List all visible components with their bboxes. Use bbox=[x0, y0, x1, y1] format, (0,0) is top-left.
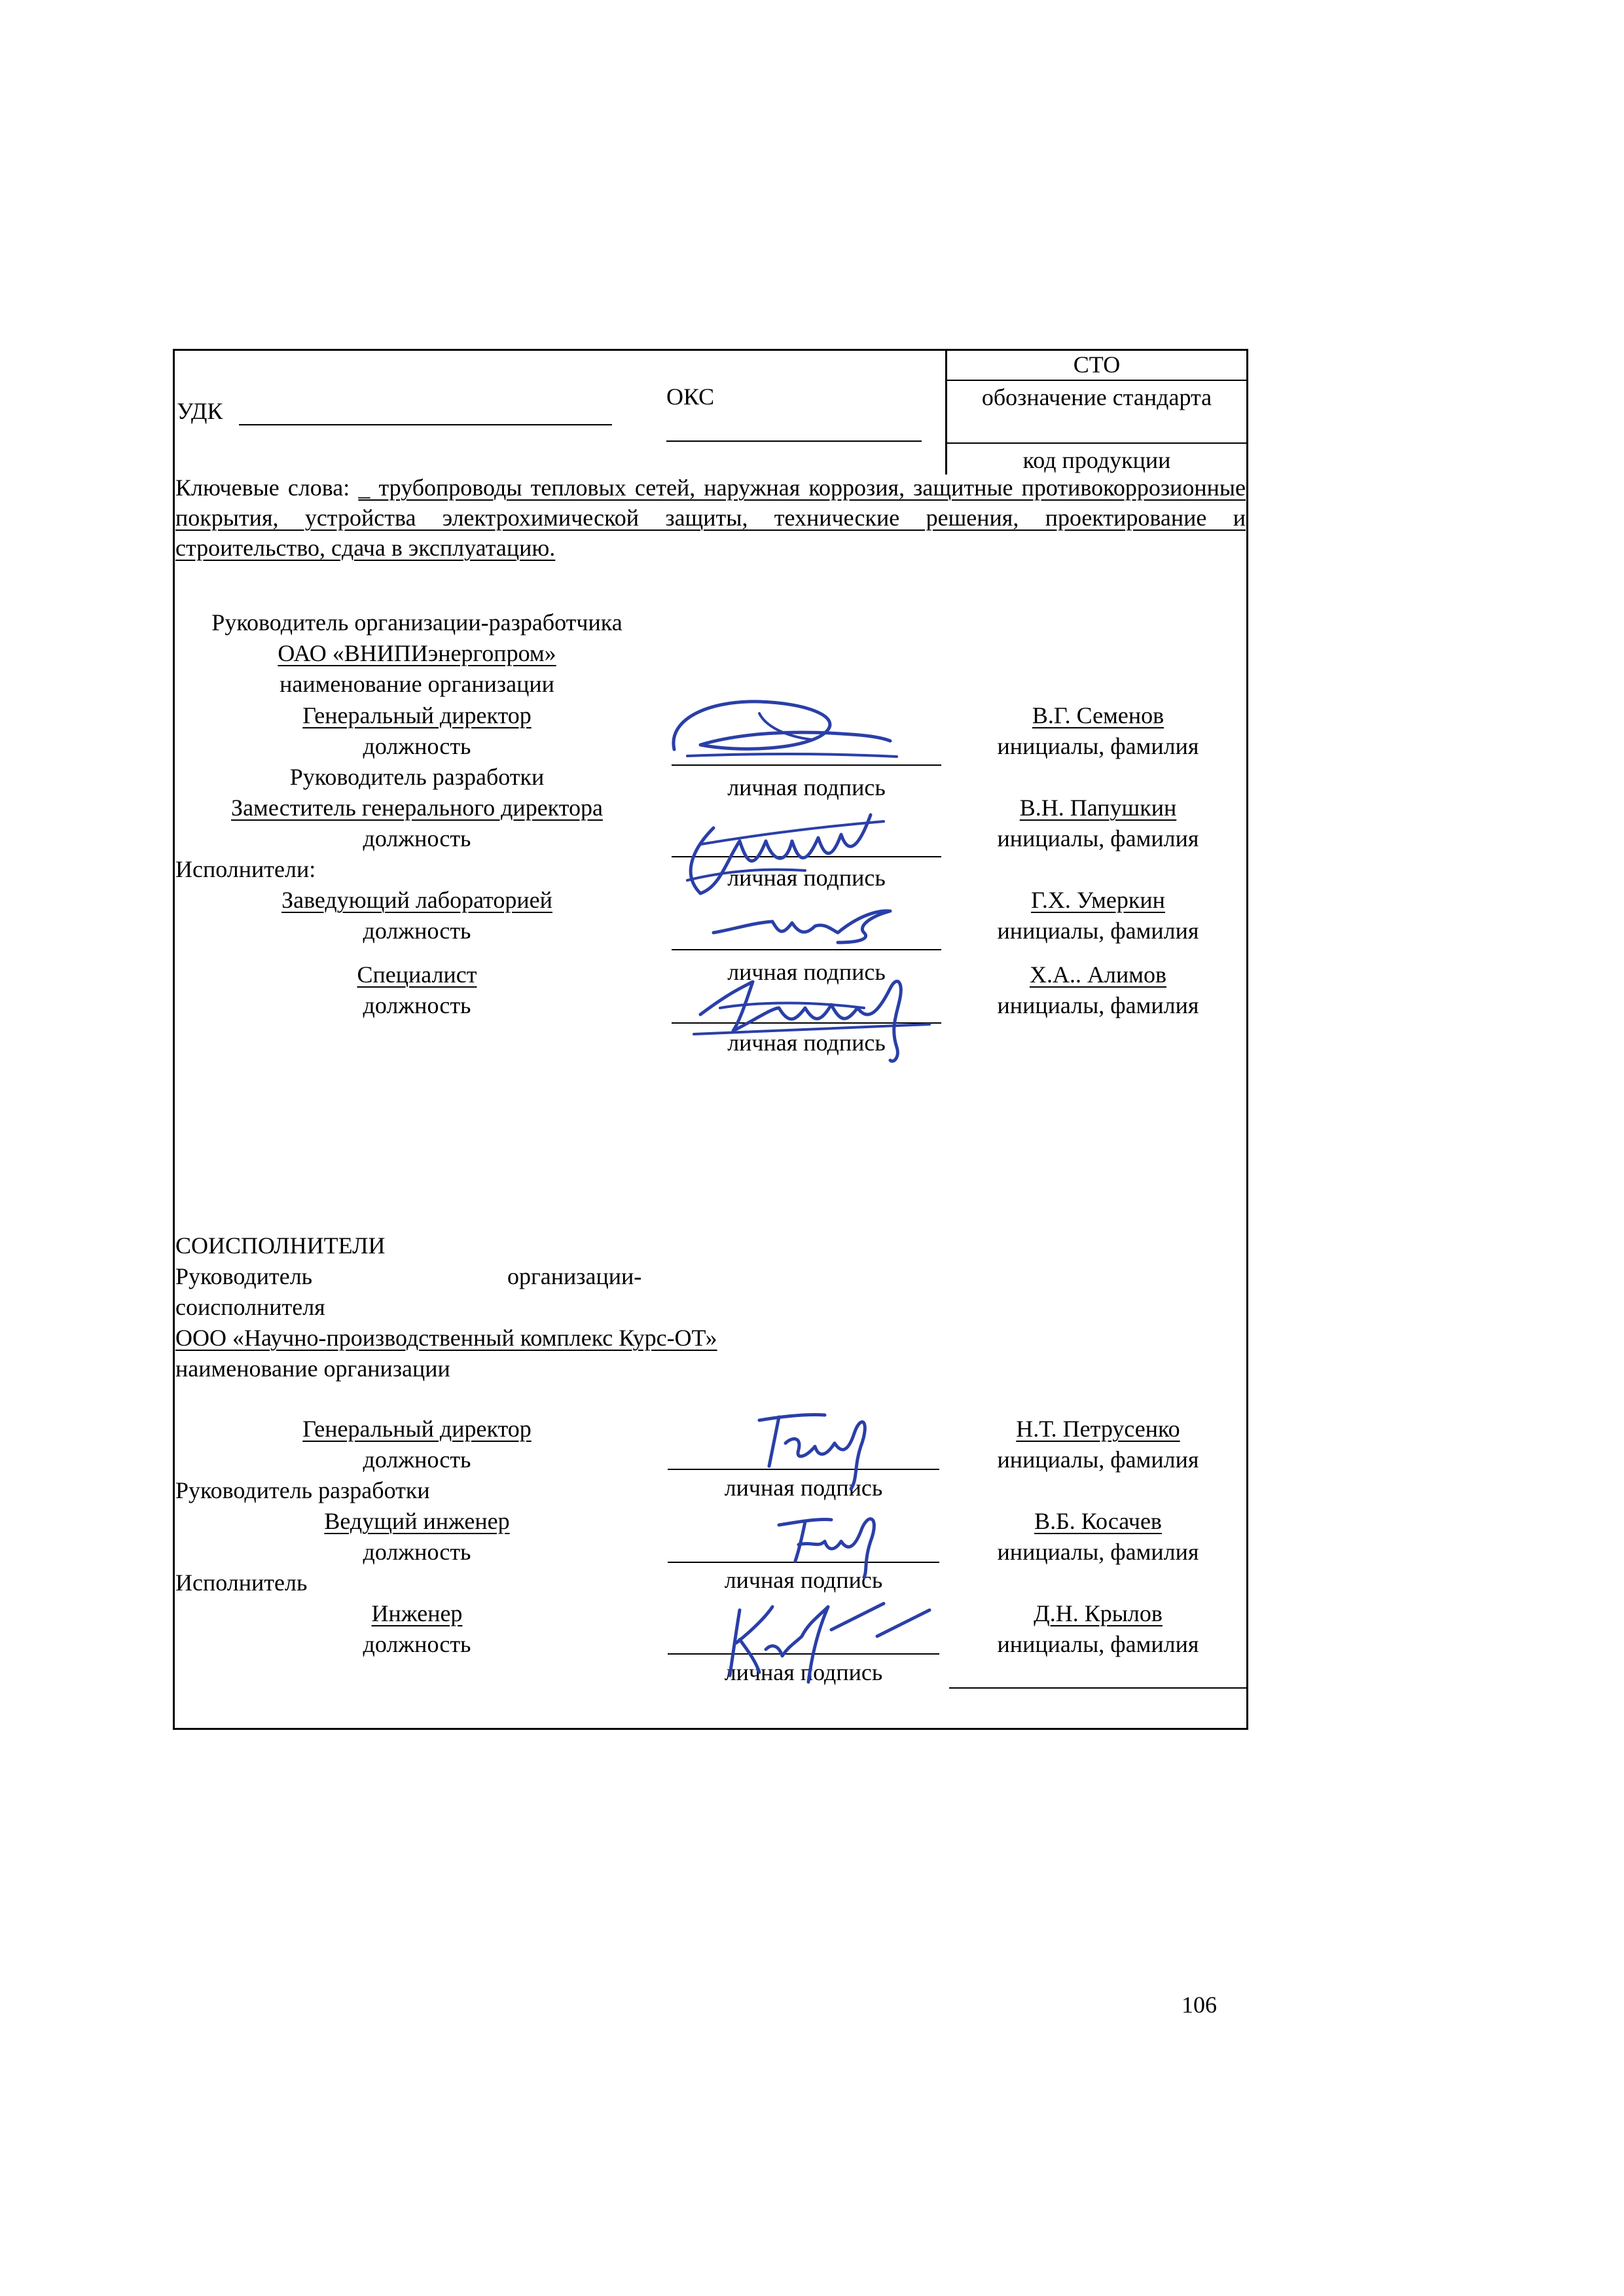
name-krylov: Д.Н. Крылов bbox=[1034, 1600, 1163, 1626]
keywords-label: Ключевые слова: bbox=[175, 475, 350, 501]
oks-label: ОКС bbox=[666, 384, 715, 410]
signature-petrusenko bbox=[740, 1407, 884, 1492]
position-caption: должность bbox=[363, 1446, 471, 1473]
udk-field[interactable] bbox=[239, 424, 612, 425]
name-caption: инициалы, фамилия bbox=[997, 1631, 1199, 1657]
name-caption: инициалы, фамилия bbox=[997, 1539, 1199, 1565]
signature-semenov bbox=[661, 694, 910, 766]
name-caption: инициалы, фамилия bbox=[997, 1446, 1199, 1473]
signature-caption: личная подпись bbox=[724, 1567, 883, 1593]
signature-krylov bbox=[720, 1590, 936, 1689]
signature-papushkin bbox=[674, 802, 897, 900]
developer-org-name: ОАО «ВНИПИэнергопром» bbox=[278, 640, 556, 666]
header-divider-sto bbox=[945, 380, 1248, 381]
position-caption: должность bbox=[363, 1631, 471, 1657]
name-semenov: В.Г. Семенов bbox=[1032, 702, 1164, 728]
oks-field[interactable] bbox=[666, 440, 922, 442]
name-kosachev: В.Б. Косачев bbox=[1034, 1508, 1162, 1534]
signature-caption: личная подпись bbox=[727, 959, 886, 985]
signature-caption: личная подпись bbox=[724, 1475, 883, 1501]
keywords-text: _ трубопроводы тепловых сетей, наружная коррозия, защитные противокоррозионные покрытия, устройства электрохимической защиты, технические решения, проектирование и строительство, сдача в эксплуатацию. bbox=[175, 475, 1246, 561]
name-petrusenko: Н.Т. Петрусенко bbox=[1016, 1416, 1180, 1442]
co-dev-lead-label: Руководитель разработки bbox=[175, 1477, 430, 1503]
co-executors-head-word3: соисполнителя bbox=[175, 1294, 325, 1320]
position-general-director: Генеральный директор bbox=[302, 1416, 532, 1442]
position-caption: должность bbox=[363, 1539, 471, 1565]
co-executors-org-caption: наименование организации bbox=[175, 1355, 450, 1382]
position-lab-head: Заведующий лабораторией bbox=[281, 887, 552, 913]
position-caption: должность bbox=[363, 992, 471, 1018]
bottom-right-rule bbox=[949, 1687, 1247, 1689]
signature-alimov bbox=[681, 969, 943, 1067]
signature-umerkin bbox=[707, 903, 897, 949]
name-alimov: Х.А.. Алимов bbox=[1029, 961, 1166, 988]
name-umerkin: Г.Х. Умеркин bbox=[1031, 887, 1165, 913]
position-caption: должность bbox=[363, 918, 471, 944]
co-executors-head-word2: организации- bbox=[507, 1263, 642, 1289]
keywords bbox=[175, 473, 1246, 563]
co-executors-org-name: ООО «Научно-производственный комплекс Курс-ОТ» bbox=[175, 1325, 717, 1351]
signature-caption: личная подпись bbox=[727, 774, 886, 800]
developer-head-title: Руководитель организации-разработчика bbox=[211, 609, 623, 636]
signature-line bbox=[672, 949, 941, 950]
header-divider-code bbox=[945, 442, 1248, 444]
position-general-director: Генеральный директор bbox=[302, 702, 532, 728]
page-number: 106 bbox=[1182, 1992, 1217, 2018]
dev-lead-label: Руководитель разработки bbox=[289, 764, 545, 790]
position-lead-engineer: Ведущий инженер bbox=[324, 1508, 510, 1534]
co-executors-head-word1: Руководитель bbox=[175, 1263, 313, 1289]
position-caption: должность bbox=[363, 825, 471, 852]
co-executor-label: Исполнитель bbox=[175, 1570, 308, 1596]
position-specialist: Специалист bbox=[357, 961, 477, 988]
position-deputy-director: Заместитель генерального директора bbox=[231, 795, 603, 821]
signature-caption: личная подпись bbox=[727, 1030, 886, 1056]
signature-caption: личная подпись bbox=[724, 1659, 883, 1685]
position-engineer: Инженер bbox=[371, 1600, 463, 1626]
signature-kosachev bbox=[772, 1505, 890, 1577]
name-caption: инициалы, фамилия bbox=[997, 733, 1199, 759]
signature-caption: личная подпись bbox=[727, 865, 886, 891]
sto-label: СТО bbox=[1073, 351, 1121, 378]
name-caption: инициалы, фамилия bbox=[997, 825, 1199, 852]
udk-label: УДК bbox=[177, 398, 223, 424]
standard-designation: обозначение стандарта bbox=[981, 384, 1212, 410]
executors-label: Исполнители: bbox=[175, 856, 316, 882]
co-executors-title: СОИСПОЛНИТЕЛИ bbox=[175, 1232, 386, 1259]
name-papushkin: В.Н. Папушкин bbox=[1019, 795, 1177, 821]
name-caption: инициалы, фамилия bbox=[997, 992, 1199, 1018]
product-code: код продукции bbox=[1022, 447, 1171, 473]
position-caption: должность bbox=[363, 733, 471, 759]
developer-org-caption: наименование организации bbox=[280, 671, 554, 697]
name-caption: инициалы, фамилия bbox=[997, 918, 1199, 944]
